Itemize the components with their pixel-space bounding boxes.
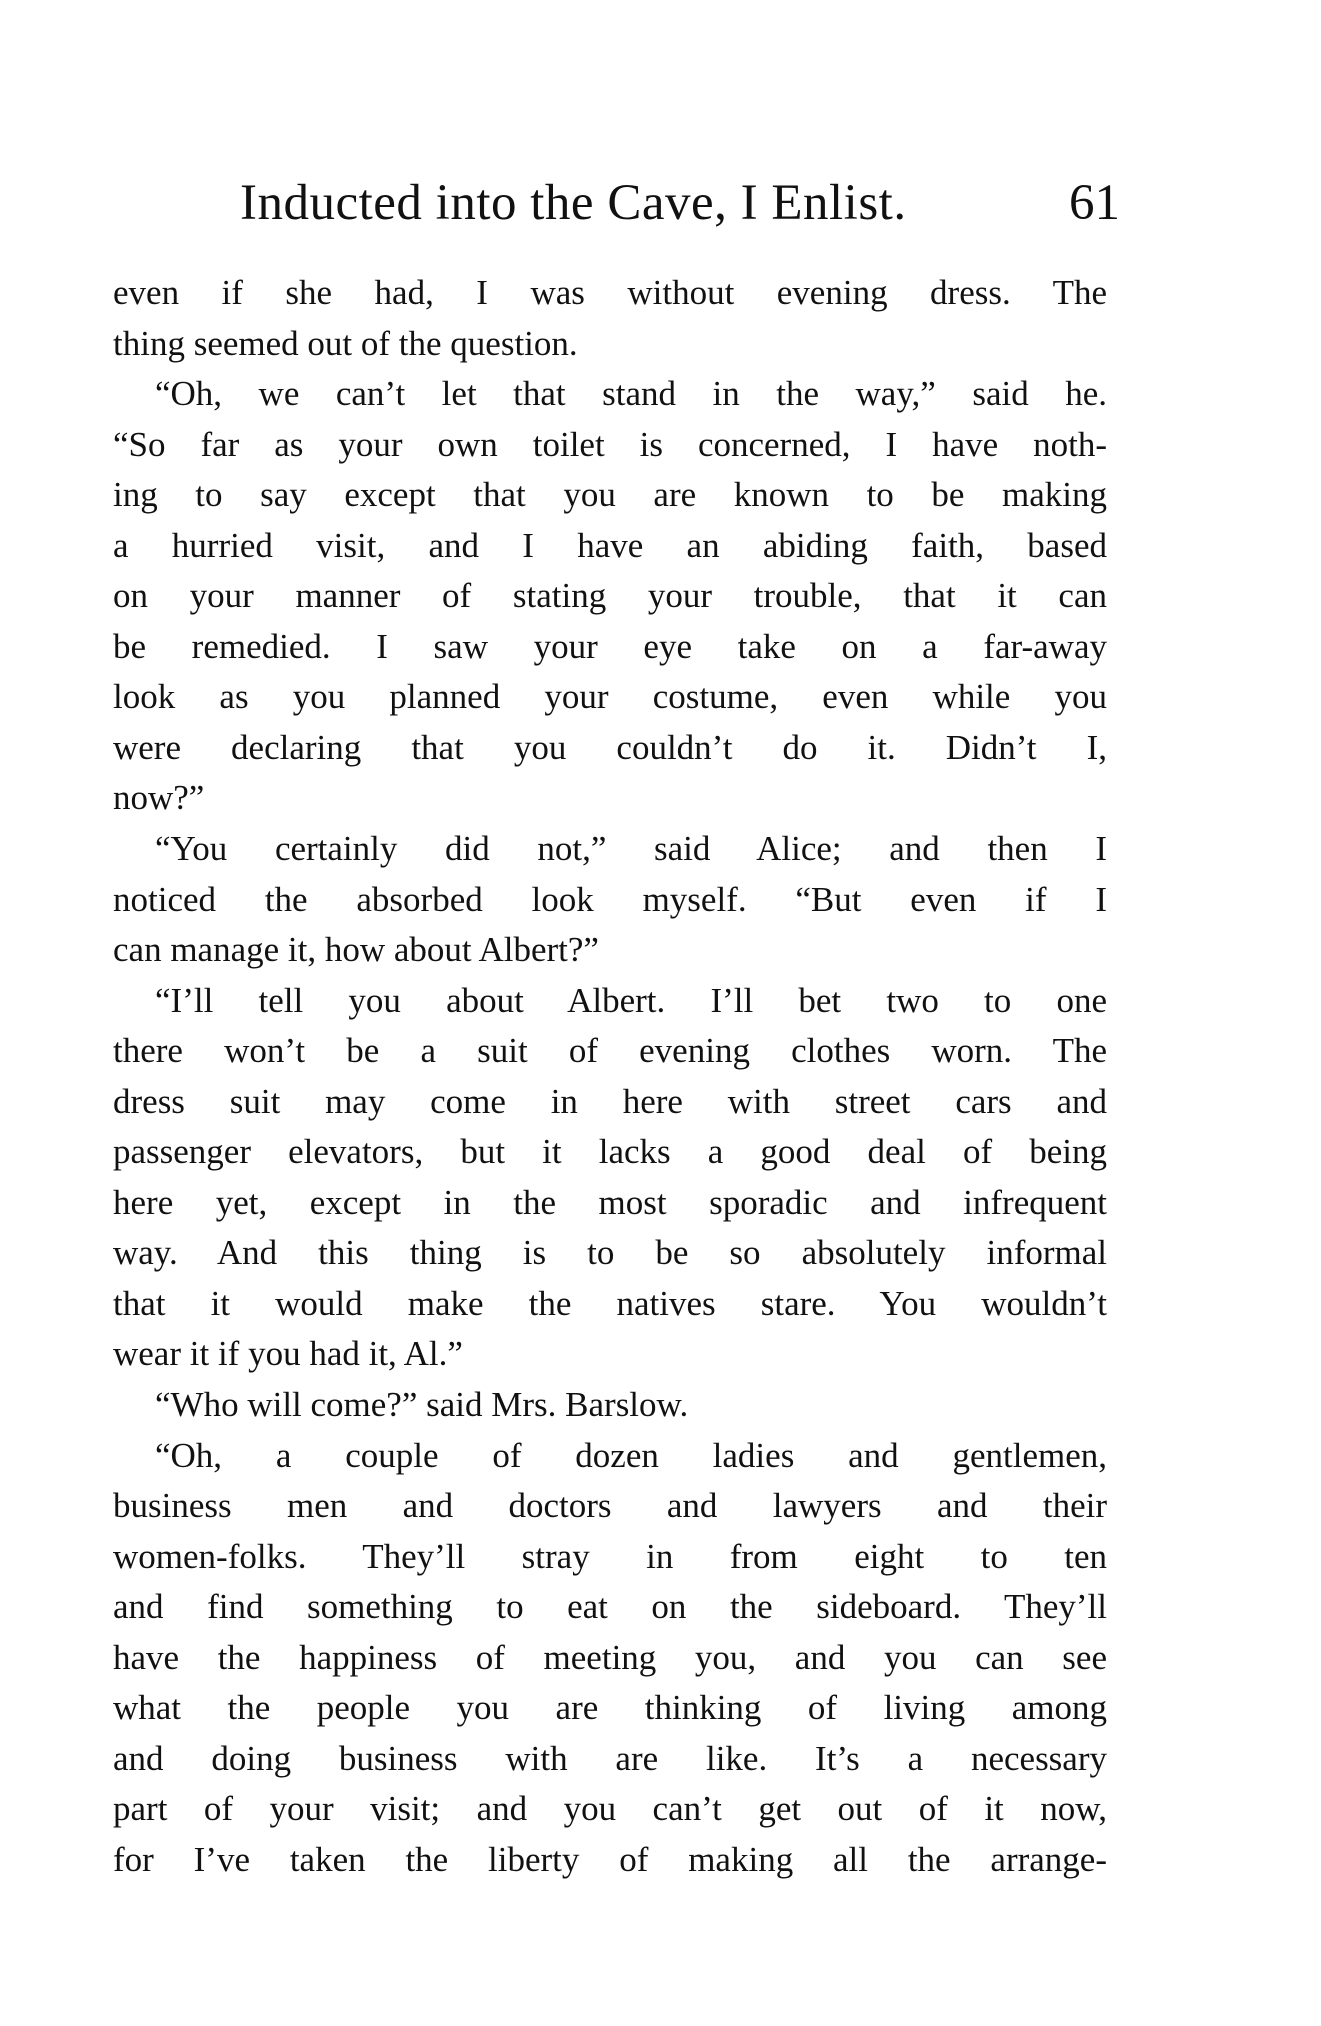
text-line: here yet, except in the most sporadic and infrequent bbox=[113, 1182, 1107, 1222]
text-line: be remedied. I saw your eye take on a far-away bbox=[113, 626, 1107, 666]
text-line: “So far as your own toilet is concerned, I have noth- bbox=[113, 424, 1107, 464]
text-line: “Oh, a couple of dozen ladies and gentlemen, bbox=[155, 1435, 1107, 1475]
text-line: and find something to eat on the sideboard. They’ll bbox=[113, 1587, 1107, 1627]
text-line: wear it if you had it, Al.” bbox=[113, 1334, 463, 1374]
text-line: business men and doctors and lawyers and their bbox=[113, 1486, 1107, 1526]
text-line: and doing business with are like. It’s a necessary bbox=[113, 1738, 1107, 1778]
text-line: “Oh, we can’t let that stand in the way,” said he. bbox=[155, 374, 1107, 414]
text-line: what the people you are thinking of living among bbox=[113, 1688, 1107, 1728]
text-line: “I’ll tell you about Albert. I’ll bet two to one bbox=[155, 980, 1107, 1020]
text-line: have the happiness of meeting you, and you can see bbox=[113, 1637, 1107, 1677]
text-line: thing seemed out of the question. bbox=[113, 323, 578, 363]
text-line: a hurried visit, and I have an abiding faith, based bbox=[113, 525, 1107, 565]
page-number: 61 bbox=[1069, 175, 1120, 231]
text-line: look as you planned your costume, even while you bbox=[113, 677, 1107, 717]
body-text bbox=[113, 268, 1107, 1886]
text-line: noticed the absorbed look myself. “But even if I bbox=[113, 879, 1107, 919]
text-line: were declaring that you couldn’t do it. Didn’t I, bbox=[113, 727, 1107, 767]
text-line: can manage it, how about Albert?” bbox=[113, 930, 599, 970]
text-line: on your manner of stating your trouble, that it can bbox=[113, 576, 1107, 616]
text-line: dress suit may come in here with street cars and bbox=[113, 1081, 1107, 1121]
text-line: there won’t be a suit of evening clothes worn. The bbox=[113, 1031, 1107, 1071]
text-line: part of your visit; and you can’t get out of it now, bbox=[113, 1789, 1107, 1829]
text-line: for I’ve taken the liberty of making all the arrange- bbox=[113, 1839, 1107, 1879]
text-line: “Who will come?” said Mrs. Barslow. bbox=[155, 1385, 689, 1425]
text-line: way. And this thing is to be so absolutely informal bbox=[113, 1233, 1107, 1273]
text-line: even if she had, I was without evening dress. The bbox=[113, 273, 1107, 312]
page-header bbox=[240, 168, 1120, 238]
text-line: women-folks. They’ll stray in from eight to ten bbox=[113, 1536, 1107, 1576]
text-line: passenger elevators, but it lacks a good deal of being bbox=[113, 1132, 1107, 1172]
text-line: “You certainly did not,” said Alice; and then I bbox=[155, 829, 1107, 869]
running-title: Inducted into the Cave, I Enlist. bbox=[240, 175, 907, 231]
text-line: now?” bbox=[113, 778, 205, 818]
text-line: ing to say except that you are known to be making bbox=[113, 475, 1107, 515]
text-line: that it would make the natives stare. You wouldn’t bbox=[113, 1283, 1107, 1323]
